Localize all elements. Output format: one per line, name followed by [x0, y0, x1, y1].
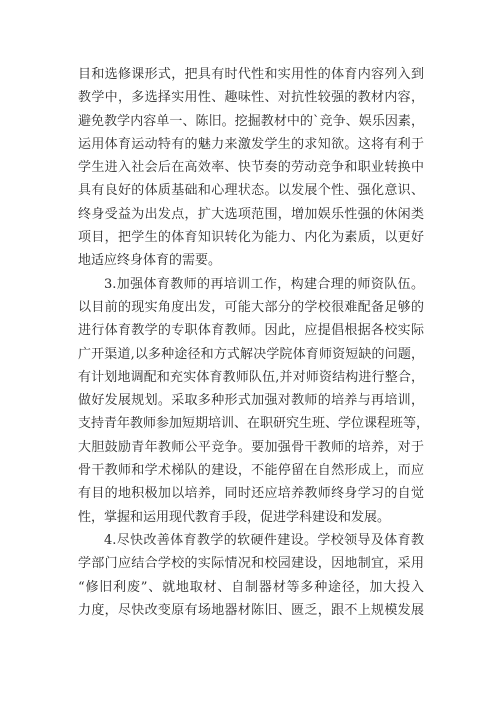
text-line: 大胆鼓励青年教师公平竞争。要加强骨干教师的培养，对于	[78, 439, 424, 455]
text-line: 终身受益为出发点，扩大选项范围，增加娱乐性强的休闲类	[78, 206, 424, 222]
text-line: 避免教学内容单一、陈旧。挖掘教材中的`竞争、娱乐因素，	[78, 113, 424, 129]
text-line: 目和选修课形式，把具有时代性和实用性的体育内容列入到	[78, 67, 424, 82]
text-line: 学生进入社会后在高效率、快节奏的劳动竞争和职业转换中	[78, 160, 424, 176]
text-line: 项目，把学生的体育知识转化为能力、内化为素质，以更好	[78, 230, 424, 246]
section-heading-line: 4.尽快改善体育教学的软硬件建设。学校领导及体育教	[104, 532, 424, 548]
text-line: 以目前的现实角度出发，可能大部分的学校很难配备足够的	[78, 299, 424, 315]
text-line: 广开渠道,以多种途径和方式解决学院体育师资短缺的问题，	[78, 346, 424, 362]
text-line: 做好发展规划。采取多种形式加强对教师的培养与再培训，	[78, 393, 424, 409]
body-text	[78, 63, 430, 622]
text-line: 进行体育教学的专职体育教师。因此，应提倡根据各校实际	[78, 323, 424, 339]
text-line: “修旧利废”、就地取材、自制器材等多种途径，加大投入	[78, 579, 424, 595]
text-line: 性，掌握和运用现代教育手段，促进学科建设和发展。	[78, 509, 391, 525]
text-line: 力度，尽快改变原有场地器材陈旧、匮乏，跟不上规模发展	[78, 602, 424, 618]
text-line: 运用体育运动特有的魅力来激发学生的求知欲。这将有利于	[78, 136, 424, 152]
text-line: 地适应终身体育的需要。	[78, 253, 222, 269]
text-line: 有计划地调配和充实体育教师队伍,并对师资结构进行整合，	[78, 369, 424, 385]
text-line: 学部门应结合学校的实际情况和校园建设，因地制宜，采用	[78, 556, 424, 572]
text-line: 有目的地积极加以培养，同时还应培养教师终身学习的自觉	[78, 486, 424, 502]
section-heading-line: 3.加强体育教师的再培训工作，构建合理的师资队伍。	[104, 276, 424, 292]
text-line: 具有良好的体质基础和心理状态。以发展个性、强化意识、	[78, 183, 424, 199]
text-line: 支持青年教师参加短期培训、在职研究生班、学位课程班等，	[78, 416, 430, 432]
text-line: 教学中，多选择实用性、趣味性、对抗性较强的教材内容，	[78, 90, 424, 106]
text-line: 骨干教师和学术梯队的建设，不能停留在自然形成上，而应	[78, 463, 424, 479]
